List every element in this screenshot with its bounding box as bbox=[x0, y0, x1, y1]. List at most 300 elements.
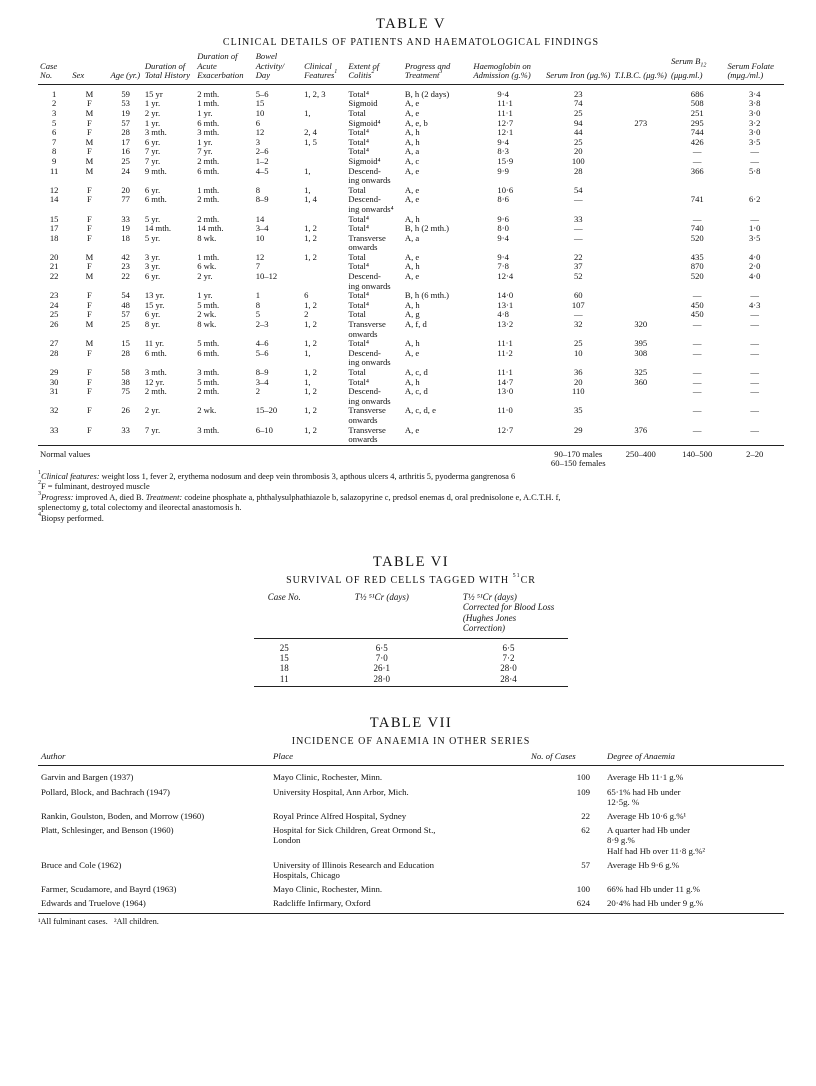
table-cell: 5 mth. bbox=[197, 299, 220, 310]
table-cell: 11·1 bbox=[497, 98, 513, 109]
table-cell bbox=[613, 215, 669, 225]
table-cell: 6·5 bbox=[375, 642, 388, 653]
table-cell-degree: Average Hb 11·1 g.% bbox=[607, 772, 684, 783]
table-cell: Descend- ing onwards bbox=[348, 347, 391, 368]
table-cell: M bbox=[85, 251, 94, 262]
table-cell: Sigmoid⁴ bbox=[348, 117, 381, 128]
table-cell: 3·5 bbox=[748, 232, 761, 243]
header-serum-b12: Serum $B_{12}$ (μμg.ml.) bbox=[669, 52, 725, 84]
table-cell: Total⁴ bbox=[348, 88, 369, 99]
table-cell: 8 yr. bbox=[144, 319, 161, 330]
table-cell: 28 bbox=[121, 347, 130, 358]
table-cell: 10–12 bbox=[255, 271, 278, 282]
table-cell: 25 bbox=[279, 642, 289, 653]
table-cell: 18 bbox=[279, 663, 289, 674]
table-vi bbox=[254, 592, 569, 687]
table-cell: 74 bbox=[573, 98, 583, 109]
table-cell: 29 bbox=[49, 367, 59, 377]
table-cell: 508 bbox=[690, 98, 704, 109]
table-vi-section bbox=[38, 554, 784, 687]
table-cell: 5 mth. bbox=[197, 338, 220, 349]
table-cell: 12·4 bbox=[497, 271, 514, 282]
table-cell: Descend- ing onwards⁴ bbox=[348, 194, 394, 214]
table-cell bbox=[613, 406, 669, 425]
header-tibc: T.I.B.C. (μg.%) bbox=[613, 52, 669, 84]
table-cell: 23 bbox=[573, 88, 583, 99]
table-cell: 6·5 bbox=[502, 642, 515, 653]
table-cell: A, h bbox=[404, 213, 420, 224]
table-cell: 12 bbox=[255, 127, 265, 138]
table-cell: 450 bbox=[690, 309, 704, 320]
table-row bbox=[38, 234, 784, 253]
table-vii-subtitle: INCIDENCE OF ANAEMIA IN OTHER SERIES bbox=[291, 736, 531, 748]
table-cell: 5 mth. bbox=[197, 376, 220, 387]
table-cell: 25 bbox=[573, 107, 583, 118]
table-cell: 25 bbox=[121, 319, 130, 330]
table-cell: 8·6 bbox=[497, 194, 509, 205]
table-cell-author: Garvin and Bargen (1937) bbox=[41, 772, 134, 783]
table-cell: 33 bbox=[121, 213, 130, 224]
table-v-section bbox=[38, 16, 784, 524]
table-cell: 1 yr. bbox=[144, 117, 161, 128]
table-row bbox=[38, 856, 784, 880]
table-cell bbox=[613, 147, 669, 157]
table-cell: 1 mth. bbox=[197, 98, 220, 109]
table-cell: 1, 5 bbox=[304, 136, 317, 147]
table-cell: 450 bbox=[690, 299, 704, 310]
table-cell: 33 bbox=[121, 424, 130, 435]
table-cell: 9·4 bbox=[497, 88, 509, 99]
table-cell: 28·4 bbox=[449, 674, 568, 687]
table-cell: 3·0 bbox=[748, 107, 761, 118]
table-cell: 6 yr. bbox=[144, 136, 161, 147]
table-cell: 10 bbox=[255, 232, 265, 243]
table-cell: 26 bbox=[49, 319, 59, 330]
table-row bbox=[38, 894, 784, 913]
table-cell: 1 mth. bbox=[197, 251, 220, 262]
table-cell: 38 bbox=[121, 376, 130, 387]
table-cell: 28 bbox=[573, 165, 583, 176]
table-cell: — bbox=[750, 386, 760, 397]
table-cell: 9 bbox=[51, 155, 57, 166]
table-cell: 1, 2 bbox=[304, 319, 317, 330]
table-cell: 6 bbox=[304, 290, 309, 301]
table-cell: 740 bbox=[690, 223, 704, 234]
table-cell: 2 bbox=[51, 98, 57, 109]
table-cell: 14·0 bbox=[497, 290, 514, 301]
table-cell: F bbox=[87, 367, 92, 377]
table-cell: 22 bbox=[121, 271, 130, 282]
table-cell: M bbox=[85, 319, 94, 330]
table-cell: A, c, d bbox=[404, 386, 428, 397]
table-row bbox=[38, 195, 784, 214]
table-cell: 75 bbox=[121, 386, 130, 397]
table-cell: 360 bbox=[634, 376, 648, 387]
table-cell: 1 yr. bbox=[197, 290, 213, 301]
t6-header-thalf: T½ ⁵¹Cr (days) bbox=[315, 592, 449, 638]
table-cell: 1, 2 bbox=[304, 299, 317, 310]
table-cell: — bbox=[692, 319, 702, 330]
table-cell: M bbox=[85, 155, 94, 166]
table-vi-title: TABLE VI bbox=[372, 553, 450, 570]
table-cell: 22 bbox=[49, 271, 59, 282]
table-cell-author: Platt, Schlesinger, and Benson (1960) bbox=[41, 825, 174, 836]
table-cell: 2 mth. bbox=[197, 155, 220, 166]
table-cell: 23 bbox=[121, 261, 130, 272]
table-cell: M bbox=[85, 88, 94, 99]
header-extent: Extent of Colitis$^2$ bbox=[346, 52, 402, 84]
table-cell: 100 bbox=[571, 155, 585, 166]
table-cell: 3 bbox=[255, 136, 260, 147]
header-haemoglobin: Haemoglobin on Admission (g.%) bbox=[471, 52, 544, 84]
table-cell: 52 bbox=[573, 271, 583, 282]
table-cell: — bbox=[750, 424, 760, 435]
t6-header-case: Case No. bbox=[254, 592, 315, 638]
table-cell: 14·7 bbox=[497, 376, 514, 387]
table-cell: A, c, d bbox=[404, 367, 428, 377]
table-cell: 2 mth. bbox=[197, 386, 220, 397]
table-cell bbox=[613, 224, 669, 234]
table-cell: A, e bbox=[404, 107, 420, 118]
table-cell bbox=[302, 147, 346, 157]
table-cell: A, c, d, e bbox=[404, 405, 436, 416]
table-cell-place: University of Illinois Research and Education Hospitals, Chicago bbox=[273, 859, 434, 881]
table-cell: 15 bbox=[255, 98, 265, 109]
table-row bbox=[254, 653, 569, 663]
table-cell: 28 bbox=[121, 127, 130, 138]
table-cell: 7·8 bbox=[497, 261, 509, 272]
table-vii-title: TABLE VII bbox=[369, 715, 453, 732]
table-cell: 1, bbox=[304, 165, 311, 176]
table-cell: — bbox=[750, 290, 760, 301]
table-cell: A, e bbox=[404, 271, 420, 282]
table-cell: Total⁴ bbox=[348, 223, 369, 234]
table-cell: 2 wk. bbox=[197, 405, 217, 416]
table-cell: 11·1 bbox=[497, 107, 513, 118]
table-cell: 17 bbox=[121, 136, 130, 147]
table-cell-degree: A quarter had Hb under 8·9 g.% Half had Hb over 11·8 g.%² bbox=[607, 825, 706, 856]
table-cell-cases: 22 bbox=[581, 811, 590, 822]
table-cell: 2 bbox=[304, 309, 309, 320]
table-cell: 54 bbox=[573, 184, 583, 195]
table-cell-place: Mayo Clinic, Rochester, Minn. bbox=[273, 884, 383, 895]
table-cell: 1 yr. bbox=[197, 136, 213, 147]
table-cell: 6 mth. bbox=[197, 347, 220, 358]
table-cell: 59 bbox=[121, 88, 130, 99]
table-cell: Sigmoid bbox=[348, 98, 378, 109]
table-cell: 13·1 bbox=[497, 299, 514, 310]
table-cell: 1 bbox=[51, 88, 57, 99]
table-cell: 25 bbox=[573, 136, 583, 147]
table-cell: 20 bbox=[121, 184, 130, 195]
table-cell: 9·4 bbox=[497, 232, 509, 243]
table-cell: 11·2 bbox=[497, 347, 513, 358]
table-cell: 5 bbox=[255, 309, 260, 320]
table-cell: — bbox=[692, 338, 702, 349]
table-cell-degree: 20·4% had Hb under 9 g.% bbox=[604, 894, 784, 913]
t7-header-author: Author bbox=[38, 751, 270, 766]
table-cell: 1, 2 bbox=[304, 232, 317, 243]
table-cell: 7 bbox=[255, 261, 260, 272]
table-cell: 12 bbox=[49, 184, 59, 195]
table-cell: F bbox=[87, 232, 92, 243]
table-cell-place: Mayo Clinic, Rochester, Minn. bbox=[273, 772, 383, 783]
table-cell: F bbox=[87, 261, 92, 272]
table-cell: 3·0 bbox=[748, 127, 761, 138]
table-cell: 8·3 bbox=[497, 146, 509, 157]
table-cell: 25 bbox=[49, 309, 59, 320]
table-cell bbox=[613, 195, 669, 214]
header-case: Case No. bbox=[38, 52, 70, 84]
table-cell: Transverse onwards bbox=[348, 405, 386, 425]
table-cell: 12 yr. bbox=[144, 376, 165, 387]
table-cell: — bbox=[692, 347, 702, 358]
table-cell: 2 mth. bbox=[144, 386, 167, 397]
table-cell-author: Pollard, Block, and Bachrach (1947) bbox=[41, 786, 170, 797]
table-cell: 77 bbox=[121, 194, 130, 205]
table-cell-cases: 100 bbox=[576, 772, 590, 783]
table-cell: A, e bbox=[404, 98, 420, 109]
table-cell bbox=[613, 186, 669, 196]
table-cell: — bbox=[750, 146, 760, 157]
table-cell: 14 mth. bbox=[144, 223, 172, 234]
table-cell: Transverse onwards bbox=[348, 424, 386, 445]
table-cell: F bbox=[87, 213, 92, 224]
table-cell: A, e bbox=[404, 184, 420, 195]
table-cell: — bbox=[692, 386, 702, 397]
table-cell: 6 mth. bbox=[197, 165, 220, 176]
table-cell: 686 bbox=[690, 88, 704, 99]
table-row bbox=[38, 406, 784, 425]
table-cell: 1, 2 bbox=[304, 386, 317, 397]
table-cell: Total bbox=[348, 107, 366, 118]
table-cell-degree: Average Hb 9·6 g.% bbox=[607, 859, 680, 870]
table-cell: — bbox=[750, 367, 760, 377]
table-cell: 8 wk. bbox=[197, 319, 217, 330]
table-cell: 273 bbox=[634, 117, 648, 128]
table-cell: 28·0 bbox=[500, 663, 517, 674]
table-cell: 320 bbox=[634, 319, 648, 330]
table-cell: Total⁴ bbox=[348, 261, 369, 272]
table-cell: 31 bbox=[49, 386, 59, 397]
table-cell: 7 yr. bbox=[197, 146, 213, 157]
table-cell: Total⁴ bbox=[348, 376, 369, 387]
table-cell: 2 yr. bbox=[197, 271, 213, 282]
table-cell: B, h (6 mth.) bbox=[404, 290, 450, 301]
table-cell: 94 bbox=[573, 117, 583, 128]
table-cell: 15·9 bbox=[497, 155, 514, 166]
table-cell: 48 bbox=[121, 299, 130, 310]
footnote: $^2$F = fulminant, destroyed muscle bbox=[38, 480, 150, 492]
table-cell: 8·0 bbox=[497, 223, 509, 234]
table-cell: A, e bbox=[404, 347, 420, 358]
table-cell: 6 mth. bbox=[144, 194, 167, 205]
t7-header-place: Place bbox=[270, 751, 528, 766]
table-cell: 8–9 bbox=[255, 194, 269, 205]
table-cell: Total bbox=[348, 251, 366, 262]
table-cell: 2 mth. bbox=[197, 88, 220, 99]
table-cell: A, e bbox=[404, 165, 420, 176]
table-cell: 2–6 bbox=[255, 146, 269, 157]
table-cell: — bbox=[750, 405, 760, 416]
table-cell: 4·0 bbox=[748, 271, 761, 282]
table-cell: 3 yr. bbox=[144, 251, 161, 262]
table-cell: 1, bbox=[304, 347, 311, 358]
table-cell: A, a bbox=[404, 232, 420, 243]
t7-header-cases: No. of Cases bbox=[528, 751, 604, 766]
header-bowel: Bowel Activity/ Day bbox=[254, 52, 302, 84]
table-cell: 26 bbox=[121, 405, 130, 416]
table-cell: M bbox=[85, 136, 94, 147]
table-cell: 3 yr. bbox=[144, 261, 161, 272]
table-cell: A, h bbox=[404, 261, 420, 272]
table-row bbox=[38, 783, 784, 807]
table-row bbox=[254, 638, 569, 653]
table-vii bbox=[38, 751, 784, 913]
table-cell: — bbox=[573, 194, 583, 205]
table-cell: 7 yr. bbox=[144, 424, 161, 435]
header-sex: Sex bbox=[70, 52, 108, 84]
table-cell: 8 bbox=[255, 184, 260, 195]
table-cell: 19 bbox=[121, 107, 130, 118]
table-row bbox=[254, 674, 569, 687]
footnote: splenectomy g, total colectomy and ileorectal anastomosis h. bbox=[38, 503, 242, 513]
table-cell: 3–4 bbox=[255, 223, 269, 234]
table-cell: 3 mth. bbox=[197, 367, 220, 377]
table-row bbox=[38, 821, 784, 856]
table-cell: A, a bbox=[404, 146, 420, 157]
header-duration-total: Duration of Total History bbox=[143, 52, 195, 84]
table-cell: 1 mth. bbox=[197, 184, 220, 195]
table-cell: 3–4 bbox=[255, 376, 269, 387]
table-cell: 5 yr. bbox=[144, 213, 161, 224]
table-cell: F bbox=[87, 405, 92, 416]
table-cell: 1 yr. bbox=[197, 107, 213, 118]
table-vii-footnote: ¹All fulminant cases. ²All children. bbox=[38, 916, 159, 926]
table-cell: — bbox=[750, 155, 760, 166]
table-cell: A, e, b bbox=[404, 117, 428, 128]
table-cell: 15 bbox=[121, 338, 130, 349]
table-cell: 1, 2 bbox=[304, 405, 317, 416]
table-cell: 435 bbox=[690, 251, 704, 262]
table-row bbox=[38, 807, 784, 821]
table-cell: 32 bbox=[573, 319, 583, 330]
table-cell: 1, bbox=[304, 376, 311, 387]
table-cell: 13·2 bbox=[497, 319, 514, 330]
table-cell-place: Radcliffe Infirmary, Oxford bbox=[270, 894, 528, 913]
table-cell: 3·5 bbox=[748, 136, 761, 147]
table-cell: 6 wk. bbox=[197, 261, 217, 272]
table-cell: F bbox=[87, 299, 92, 310]
table-cell: — bbox=[692, 424, 702, 435]
table-cell: 2 mth. bbox=[197, 213, 220, 224]
table-cell: 251 bbox=[690, 107, 704, 118]
table-cell-place: Royal Prince Alfred Hospital, Sydney bbox=[273, 811, 407, 822]
table-cell: 1 yr. bbox=[144, 98, 161, 109]
table-cell: — bbox=[750, 319, 760, 330]
table-cell: F bbox=[87, 223, 92, 234]
table-row bbox=[38, 167, 784, 186]
table-row bbox=[38, 387, 784, 406]
table-cell: F bbox=[87, 309, 92, 320]
table-cell: 2·0 bbox=[748, 261, 761, 272]
table-vi-body bbox=[254, 638, 569, 687]
table-cell: 376 bbox=[634, 424, 648, 435]
normal-label: Normal values bbox=[38, 445, 544, 469]
table-cell: 744 bbox=[690, 127, 704, 138]
table-v bbox=[38, 52, 784, 469]
table-cell: 3 mth. bbox=[144, 367, 167, 377]
normal-tibc: 250–400 bbox=[613, 445, 669, 469]
table-cell: 11·1 bbox=[497, 367, 513, 377]
page bbox=[38, 12, 784, 927]
table-cell: 5–6 bbox=[255, 88, 269, 99]
table-cell: 8–9 bbox=[255, 367, 269, 377]
table-cell: 6 yr. bbox=[144, 309, 161, 320]
table-cell: 60 bbox=[573, 290, 583, 301]
table-cell: F bbox=[87, 424, 92, 435]
table-cell: 35 bbox=[573, 405, 583, 416]
table-cell: 5·8 bbox=[748, 165, 761, 176]
table-cell: 10 bbox=[255, 107, 265, 118]
table-cell: A, h bbox=[404, 136, 420, 147]
table-cell: 54 bbox=[121, 290, 130, 301]
table-cell: M bbox=[85, 165, 94, 176]
table-vii-body bbox=[38, 766, 784, 913]
table-cell-cases: 62 bbox=[581, 825, 590, 836]
table-cell: A, h bbox=[404, 127, 420, 138]
table-cell: 36 bbox=[573, 367, 583, 377]
table-cell: 8 bbox=[255, 299, 260, 310]
table-cell: 2 bbox=[255, 386, 260, 397]
table-cell: Total⁴ bbox=[348, 290, 369, 301]
table-cell bbox=[613, 253, 669, 263]
table-cell: 6–10 bbox=[255, 424, 273, 435]
table-cell: — bbox=[692, 405, 702, 416]
table-cell: 32 bbox=[49, 405, 59, 416]
table-cell bbox=[613, 291, 669, 301]
table-cell: 5 yr. bbox=[144, 232, 161, 243]
footnote: $^4$Biopsy performed. bbox=[38, 511, 104, 523]
table-cell: Total⁴ bbox=[348, 146, 369, 157]
table-cell: 37 bbox=[573, 261, 583, 272]
table-cell: 58 bbox=[121, 367, 130, 377]
table-cell: 1 bbox=[255, 290, 260, 301]
table-cell: 6·2 bbox=[748, 194, 761, 205]
table-cell: 10·6 bbox=[497, 184, 514, 195]
table-row bbox=[38, 880, 784, 894]
table-row bbox=[254, 663, 569, 673]
table-cell bbox=[302, 272, 346, 291]
table-cell: — bbox=[692, 376, 702, 387]
table-cell: — bbox=[750, 347, 760, 358]
table-cell: 17 bbox=[49, 223, 59, 234]
normal-folate: 2–20 bbox=[725, 445, 784, 469]
table-cell: 4·0 bbox=[748, 251, 761, 262]
table-cell: 107 bbox=[571, 299, 585, 310]
table-cell: 15 bbox=[279, 653, 289, 663]
table-cell: A, e bbox=[404, 194, 420, 205]
table-cell: 28 bbox=[49, 347, 59, 358]
table-cell: Total⁴ bbox=[348, 299, 369, 310]
table-cell: Total⁴ bbox=[348, 136, 369, 147]
table-cell: 12 bbox=[255, 251, 265, 262]
table-cell: F bbox=[87, 98, 92, 109]
table-cell: 19 bbox=[121, 223, 130, 234]
table-cell: — bbox=[692, 290, 702, 301]
table-cell: 1–2 bbox=[255, 155, 269, 166]
table-cell: 12·7 bbox=[497, 117, 514, 128]
